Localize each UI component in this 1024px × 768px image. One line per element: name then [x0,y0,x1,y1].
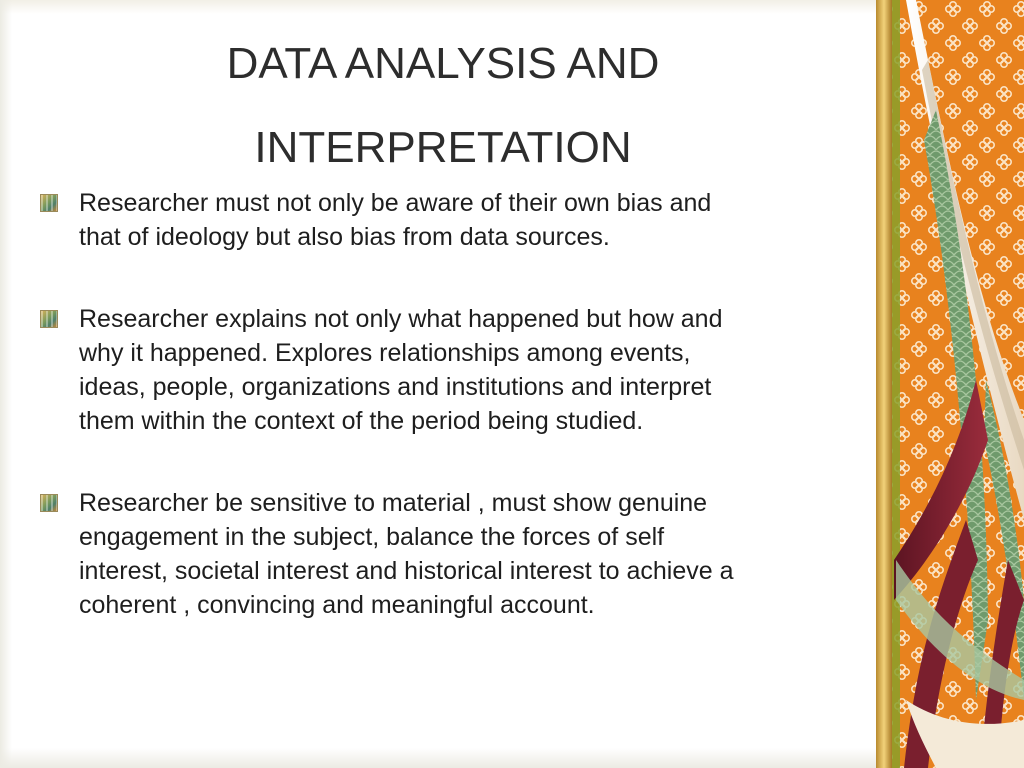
bullet-list [40,186,840,670]
bullet-line: that of ideology but also bias from data sources. [79,223,610,251]
square-bullet-icon [40,194,58,212]
bullet-line: why it happened. Explores relationships among events, [79,339,691,367]
bullet-line: interest, societal interest and historical interest to achieve a [79,557,734,585]
bullet-line: engagement in the subject, balance the forces of self [79,523,665,551]
title-line-2: INTERPRETATION [254,123,632,172]
bullet-line: Researcher be sensitive to material , must show genuine [79,489,708,517]
bullet-line: ideas, people, organizations and institutions and interpret [79,373,712,401]
bullet-line: Researcher must not only be aware of their own bias and [79,189,712,217]
bullet-item [40,186,840,254]
bullet-item [40,486,840,622]
square-bullet-icon [40,494,58,512]
title-line-1: DATA ANALYSIS AND [226,39,660,88]
decorative-ribbon-panel [876,0,1024,768]
bullet-line: them within the context of the period being studied. [79,407,644,435]
slide-title [160,22,726,190]
square-bullet-icon [40,310,58,328]
bullet-item [40,302,840,438]
slide-edge-shadow [0,0,12,768]
bullet-line: coherent , convincing and meaningful account. [79,591,595,619]
bullet-line: Researcher explains not only what happened but how and [79,305,723,333]
